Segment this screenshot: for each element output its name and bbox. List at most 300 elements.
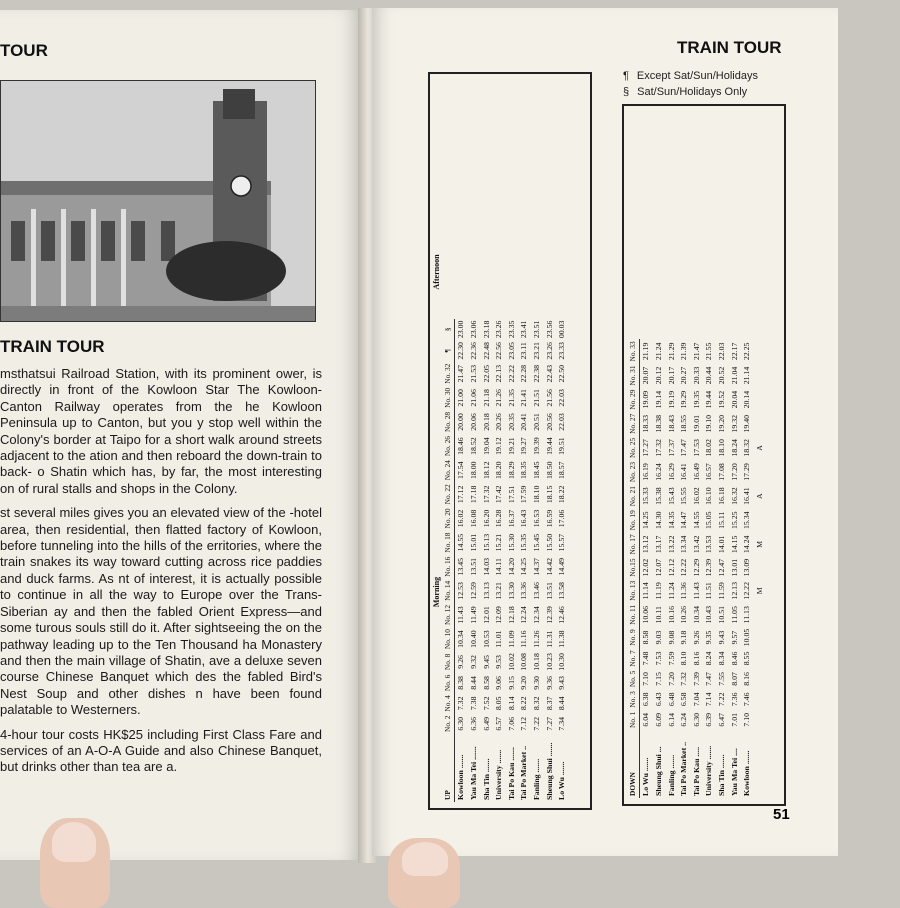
departure-time: 14.25: [641, 511, 651, 530]
paragraph: st several miles gives you an elevated view of the -hotel area, then residential, then flatted factory of Kowloon, before tunneling into the hills of the erritories, where the train snakes its way toward cutting across rice paddies and duck farms. As nt of interest, it is actually possible to continue in all the way to Europe over the Trans-Siberian ay and then the fabled Orient Express—and some turous souls still do it. After sightseeing the on the pathway leading up to the Ten Thousand ha Monastery and then the main village of Shatin, ave a deluxe seven course Chinese Banquet which des the fabled Bird's Nest Soup and other dishes n have been found palatable to Westerners.: [0, 505, 322, 718]
departure-time: 22.30: [456, 342, 466, 360]
train-number-header: No. 1: [626, 710, 639, 730]
departure-time: 14.47: [679, 511, 689, 530]
departure-time: 13.45: [456, 557, 466, 576]
departure-time: 20.44: [704, 366, 714, 385]
period-label: Morning: [432, 576, 441, 608]
table-row: [728, 339, 741, 798]
departure-time: 10.26: [679, 606, 689, 624]
departure-time: 22.03: [716, 342, 726, 361]
departure-time: 8.32: [531, 696, 541, 711]
departure-time: 8.16: [742, 672, 752, 686]
departure-time: 11.31: [544, 630, 554, 648]
departure-time: 8.58: [641, 630, 651, 645]
departure-time: 16.41: [742, 487, 752, 505]
table-row: [480, 319, 493, 802]
departure-time: 20.12: [653, 366, 663, 385]
train-number-header: No. 30: [441, 386, 454, 410]
train-number-header: No. 22: [441, 482, 454, 506]
train-number-header: No. 33: [626, 339, 639, 363]
departure-time: 10.53: [481, 630, 491, 648]
table-row: [677, 339, 690, 798]
departure-time: 17.32: [653, 439, 663, 457]
train-number-header: No. 10: [441, 627, 454, 651]
clock-tower-building-image: [1, 81, 315, 321]
departure-time: 14.24: [742, 535, 752, 554]
departure-time: 10.51: [716, 606, 726, 624]
station-name: Lo Wu .......: [557, 761, 567, 800]
departure-time: 21.55: [704, 342, 714, 361]
departure-time: 21.35: [506, 389, 516, 407]
table-row: [690, 339, 703, 798]
train-number-header: No. 12: [441, 603, 454, 627]
departure-time: 20.41: [519, 413, 529, 431]
departure-time: 23.06: [468, 320, 478, 339]
departure-time: 16.24: [653, 463, 663, 481]
table-row: [639, 339, 652, 798]
marker-blank: [753, 508, 766, 532]
departure-time: 6.14: [666, 712, 676, 727]
departure-time: 11.09: [506, 630, 516, 648]
departure-time: 8.24: [704, 651, 714, 666]
train-number-header: No. 21: [626, 484, 639, 508]
departure-time: 19.27: [519, 437, 529, 455]
departure-time: 20.04: [729, 390, 739, 409]
departure-time: 11.59: [716, 582, 726, 600]
departure-time: 15.21: [494, 533, 504, 552]
departure-time: 23.18: [481, 320, 491, 339]
departure-time: 23.26: [494, 320, 504, 339]
departure-time: 12.34: [531, 606, 541, 624]
train-number-header: No. 32: [441, 362, 454, 386]
departure-time: 18.20: [494, 461, 504, 479]
departure-time: 8.37: [544, 696, 554, 711]
departure-time: 19.20: [716, 414, 726, 433]
departure-time: 17.47: [679, 439, 689, 457]
departure-time: 12.29: [691, 558, 701, 577]
table-row: [530, 319, 543, 802]
table-row: [467, 319, 480, 802]
departure-time: 7.53: [653, 651, 663, 666]
train-number-header: No. 29: [626, 388, 639, 412]
departure-time: 15.34: [742, 511, 752, 530]
departure-time: 6.57: [494, 716, 504, 731]
down-timetable: [626, 108, 766, 798]
departure-time: 18.10: [531, 485, 541, 504]
departure-time: 19.51: [557, 437, 567, 455]
departure-time: 18.38: [653, 414, 663, 433]
table-row: [740, 339, 753, 798]
departure-time: 8.38: [456, 676, 466, 690]
departure-time: 19.09: [641, 390, 651, 409]
departure-time: 9.32: [468, 655, 478, 669]
departure-time: 11.24: [666, 582, 676, 600]
departure-time: 11.43: [691, 582, 701, 600]
departure-time: 13.01: [729, 558, 739, 577]
departure-time: 21.39: [679, 342, 689, 361]
departure-time: 6.04: [641, 712, 651, 727]
departure-time: 10.08: [519, 653, 529, 671]
marker-blank: [753, 460, 766, 484]
departure-time: 22.22: [506, 364, 516, 383]
departure-time: 7.22: [716, 692, 726, 707]
departure-time: 8.14: [506, 696, 516, 711]
departure-time: 15.55: [679, 487, 689, 505]
departure-time: 9.30: [531, 676, 541, 690]
departure-time: 15.05: [704, 511, 714, 530]
departure-time: 11.19: [653, 582, 663, 600]
departure-time: 7.32: [679, 672, 689, 686]
table-row: [715, 339, 728, 798]
station-name: Tai Po Market ..: [679, 741, 689, 796]
train-number-header: No. 23: [626, 460, 639, 484]
departure-time: 22.05: [481, 364, 491, 383]
departure-time: 7.14: [704, 692, 714, 707]
departure-time: 9.43: [716, 630, 726, 645]
departure-time: 7.32: [456, 696, 466, 711]
departure-time: 23.35: [506, 320, 516, 339]
station-name: Yau Ma Tei .......: [468, 746, 478, 800]
train-number-header: No. 3: [626, 689, 639, 709]
departure-time: 21.14: [742, 366, 752, 385]
station-name: Tai Po Kau .......: [506, 746, 516, 800]
departure-time: 20.33: [691, 366, 701, 385]
train-number-header: No. 13: [626, 579, 639, 603]
station-name: Fanling .......: [531, 758, 541, 800]
departure-time: 9.35: [704, 630, 714, 645]
departure-time: 11.43: [456, 606, 466, 624]
departure-time: 20.00: [456, 413, 466, 431]
train-number-header: No. 31: [626, 363, 639, 387]
departure-time: 14.15: [729, 535, 739, 554]
marker-blank: [753, 689, 766, 709]
departure-time: 13.51: [544, 582, 554, 600]
departure-time: 11.26: [531, 630, 541, 648]
departure-time: 11.36: [679, 582, 689, 600]
up-table: [441, 319, 568, 802]
departure-time: 21.53: [468, 364, 478, 383]
departure-time: 7.38: [468, 696, 478, 711]
departure-time: 18.55: [679, 414, 689, 433]
table-row: [492, 319, 505, 802]
departure-time: 20.14: [742, 390, 752, 409]
departure-time: 21.51: [531, 389, 541, 407]
departure-time: 21.19: [641, 342, 651, 361]
marker-blank: [753, 412, 766, 436]
departure-time: 7.04: [691, 692, 701, 707]
am-pm-marker: M: [754, 587, 764, 595]
departure-time: 17.59: [519, 485, 529, 504]
departure-time: 20.56: [544, 413, 554, 431]
departure-time: 20.06: [468, 413, 478, 431]
departure-time: 16.19: [641, 463, 651, 481]
departure-time: 14.01: [716, 535, 726, 554]
departure-time: 18.00: [468, 461, 478, 479]
departure-time: 23.41: [519, 320, 529, 339]
departure-time: 21.29: [666, 342, 676, 361]
departure-time: 13.17: [653, 535, 663, 554]
departure-time: 6.24: [679, 712, 689, 727]
departure-time: 19.14: [653, 390, 663, 409]
departure-time: 13.53: [704, 535, 714, 554]
departure-time: 12.46: [557, 606, 567, 624]
departure-time: 7.15: [653, 672, 663, 686]
departure-time: 13.42: [691, 535, 701, 554]
departure-time: 10.02: [506, 653, 516, 671]
departure-time: 13.09: [742, 558, 752, 577]
departure-time: 23.00: [456, 320, 466, 339]
departure-time: 21.41: [519, 389, 529, 407]
departure-time: 12.22: [742, 582, 752, 600]
departure-time: 15.35: [519, 533, 529, 552]
departure-time: 12.18: [506, 606, 516, 624]
departure-time: 8.58: [481, 676, 491, 690]
departure-time: 23.51: [531, 320, 541, 339]
departure-time: 17.12: [456, 485, 466, 504]
departure-time: 22.48: [481, 342, 491, 360]
departure-time: 22.38: [531, 364, 541, 383]
train-number-header: No. 7: [626, 648, 639, 668]
departure-time: 21.47: [691, 342, 701, 361]
station-name: University .......: [494, 749, 504, 800]
departure-time: 16.32: [729, 487, 739, 505]
departure-time: 15.50: [544, 533, 554, 552]
departure-time: 6.36: [468, 716, 478, 731]
departure-time: 12.24: [519, 606, 529, 624]
departure-time: 13.13: [481, 582, 491, 600]
departure-time: 17.42: [494, 485, 504, 504]
departure-time: 10.06: [641, 606, 651, 624]
page-number: 51: [773, 806, 790, 823]
train-number-header: No. 4: [441, 693, 454, 713]
departure-time: 22.43: [544, 364, 554, 383]
departure-time: 12.47: [716, 558, 726, 577]
departure-time: 13.58: [557, 582, 567, 600]
departure-time: 9.03: [653, 630, 663, 645]
departure-time: 14.35: [666, 511, 676, 530]
table-row: [703, 339, 716, 798]
legend-text: Sat/Sun/Holidays Only: [637, 86, 748, 98]
departure-time: 17.54: [456, 461, 466, 479]
train-number-header: No. 26: [441, 434, 454, 458]
departure-time: 19.39: [531, 437, 541, 455]
departure-time: 21.00: [456, 389, 466, 407]
departure-time: 19.04: [481, 437, 491, 455]
departure-time: 19.44: [544, 437, 554, 455]
departure-time: 6.48: [666, 692, 676, 707]
train-number-header: No. 27: [626, 412, 639, 436]
marker-blank: [753, 710, 766, 730]
table-row: [555, 319, 568, 802]
departure-time: 9.26: [456, 655, 466, 669]
departure-time: 19.52: [716, 390, 726, 409]
departure-time: 16.20: [481, 509, 491, 528]
departure-time: 14.30: [653, 511, 663, 530]
departure-time: 22.28: [519, 364, 529, 383]
departure-time: 13.34: [679, 535, 689, 554]
station-name: University .......: [704, 745, 714, 796]
am-pm-marker: A: [754, 445, 764, 451]
station-name: Fanling .......: [666, 754, 676, 796]
departure-time: 18.10: [716, 439, 726, 457]
marker-blank: [753, 388, 766, 412]
departure-time: 7.52: [481, 696, 491, 711]
departure-time: 20.18: [481, 413, 491, 431]
departure-time: 10.11: [653, 606, 663, 624]
up-timetable: [432, 78, 568, 802]
header-row: [626, 339, 639, 798]
departure-time: 16.02: [456, 509, 466, 528]
departure-time: 19.32: [729, 414, 739, 433]
station-name: Kowloon .......: [456, 754, 466, 800]
departure-time: 14.25: [519, 557, 529, 576]
marker-blank: [753, 648, 766, 668]
departure-time: 8.05: [494, 696, 504, 711]
departure-time: 18.33: [641, 414, 651, 433]
departure-time: 16.29: [666, 463, 676, 481]
departure-time: 17.27: [641, 439, 651, 457]
departure-time: 21.24: [653, 342, 663, 361]
train-number-header: No. 5: [626, 669, 639, 689]
departure-time: 15.45: [531, 533, 541, 552]
departure-time: 12.39: [544, 606, 554, 624]
departure-time: 9.26: [691, 630, 701, 645]
departure-time: 22.56: [494, 342, 504, 360]
departure-time: 17.51: [506, 485, 516, 504]
station-photo: [0, 80, 316, 322]
departure-time: 18.57: [557, 461, 567, 479]
departure-time: 22.36: [468, 342, 478, 360]
train-number-header: §: [441, 319, 454, 341]
departure-time: 17.20: [729, 463, 739, 481]
departure-time: 16.49: [691, 463, 701, 481]
departure-time: 16.08: [468, 509, 478, 528]
marker-blank: [753, 603, 766, 627]
departure-time: 20.52: [716, 366, 726, 385]
marker-blank: [753, 556, 766, 578]
marker-blank: [753, 363, 766, 387]
departure-time: 13.22: [666, 535, 676, 554]
departure-time: 9.06: [494, 676, 504, 690]
train-number-header: No. 11: [626, 603, 639, 627]
departure-time: 7.20: [666, 672, 676, 686]
departure-time: 15.30: [506, 533, 516, 552]
right-running-head: TRAIN TOUR: [677, 38, 782, 57]
departure-time: 12.07: [653, 558, 663, 577]
departure-time: 7.01: [729, 712, 739, 727]
period-label: Afternoon: [432, 254, 441, 290]
station-name: Sheung Shui ...: [653, 746, 663, 796]
departure-time: 19.35: [691, 390, 701, 409]
departure-time: 12.01: [481, 606, 491, 624]
departure-time: 7.59: [666, 651, 676, 666]
departure-time: 6.38: [641, 692, 651, 707]
departure-time: 23.21: [531, 342, 541, 360]
departure-time: 13.36: [519, 582, 529, 600]
departure-time: 12.13: [729, 582, 739, 600]
am-pm-marker: M: [754, 540, 764, 548]
departure-time: 16.59: [544, 509, 554, 528]
departure-time: 13.12: [641, 535, 651, 554]
table-row: [665, 339, 678, 798]
departure-time: 7.34: [557, 716, 567, 731]
marker-blank: [753, 730, 766, 798]
marker-blank: [753, 339, 766, 363]
station-name: Tai Po Market ..: [519, 745, 529, 800]
departure-time: 7.27: [544, 716, 554, 731]
paragraph: msthatsui Railroad Station, with its prominent ower, is directly in front of the Kowloon Star The Kowloon-Canton Railway operates from the he Kowloon Peninsula up to Canton, but you y stop well within the Colony's border at Taipo for a short walk around streets adjacent to the ation and then reboard the down-train to back- o Shatin which has, by far, the most interesting on of rural stalls and shops in the Colony.: [0, 366, 322, 496]
departure-time: 18.22: [557, 485, 567, 504]
station-name: Kowloon .......: [742, 750, 752, 796]
departure-time: 23.33: [557, 342, 567, 360]
departure-time: 9.57: [729, 630, 739, 645]
departure-time: 20.26: [494, 413, 504, 431]
departure-time: 16.41: [679, 463, 689, 481]
departure-time: 16.37: [506, 509, 516, 528]
table-row: [505, 319, 518, 802]
departure-time: 17.18: [468, 485, 478, 504]
station-name: Yau Ma Tei ....: [729, 748, 739, 796]
departure-time: 23.26: [544, 342, 554, 360]
departure-time: 8.44: [557, 696, 567, 711]
departure-time: 13.30: [506, 582, 516, 600]
train-number-header: No. 25: [626, 436, 639, 460]
departure-time: 7.12: [519, 716, 529, 731]
departure-time: 19.40: [742, 414, 752, 433]
departure-time: 11.01: [494, 630, 504, 648]
departure-time: 12.12: [666, 558, 676, 577]
departure-time: 20.51: [531, 413, 541, 431]
departure-time: 16.02: [691, 487, 701, 505]
departure-time: 22.03: [557, 389, 567, 407]
departure-time: 21.18: [481, 389, 491, 407]
train-number-header: No. 9: [626, 627, 639, 649]
departure-time: 18.50: [544, 461, 554, 479]
departure-time: 7.22: [531, 716, 541, 731]
departure-time: 20.17: [666, 366, 676, 385]
train-number-header: No. 8: [441, 651, 454, 673]
departure-time: 9.36: [544, 676, 554, 690]
station-name: Sha Tin .......: [716, 754, 726, 796]
departure-time: 15.38: [653, 487, 663, 505]
marker-row: [753, 339, 766, 798]
departure-time: 18.46: [456, 437, 466, 455]
departure-time: 14.37: [531, 557, 541, 576]
departure-time: 23.11: [519, 342, 529, 360]
train-number-header: No. 17: [626, 532, 639, 556]
departure-time: 12.02: [641, 558, 651, 577]
departure-time: 7.06: [506, 716, 516, 731]
departure-time: 22.50: [557, 364, 567, 383]
departure-time: 16.28: [494, 509, 504, 528]
station-name: Sha Tin .......: [481, 758, 491, 800]
departure-time: 18.43: [666, 414, 676, 433]
section-title: TRAIN TOUR: [0, 337, 105, 356]
departure-time: 15.33: [641, 487, 651, 505]
departure-time: 10.18: [531, 653, 541, 671]
table-row: [652, 339, 665, 798]
departure-time: 17.29: [742, 463, 752, 481]
departure-time: 12.22: [679, 558, 689, 577]
marker-blank: [753, 669, 766, 689]
departure-time: 21.04: [729, 366, 739, 385]
period-labels: [432, 78, 441, 802]
departure-time: 8.55: [742, 651, 752, 666]
am-pm-marker: A: [754, 493, 764, 499]
departure-time: 18.52: [468, 437, 478, 455]
departure-time: 13.51: [468, 557, 478, 576]
departure-time: 14.20: [506, 557, 516, 576]
